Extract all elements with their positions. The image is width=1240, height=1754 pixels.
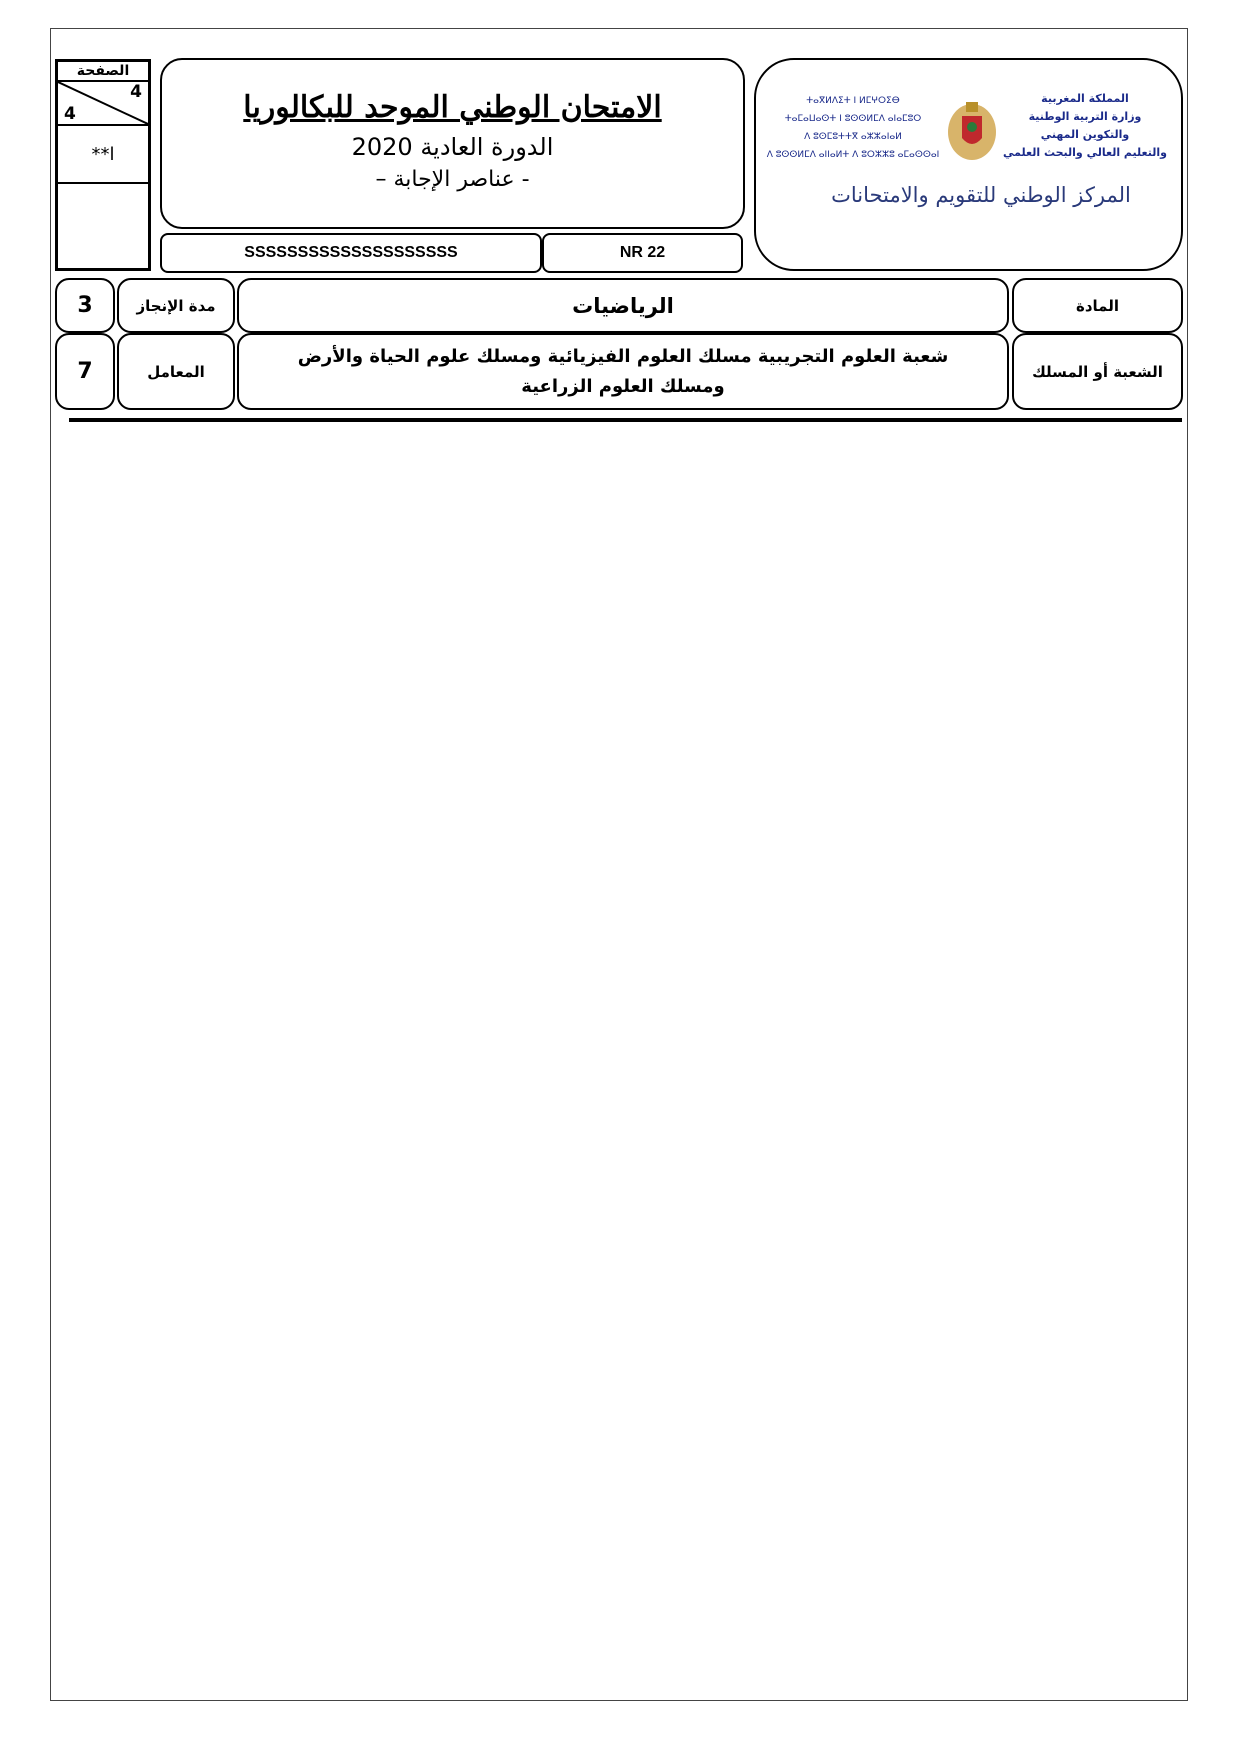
tifinagh-line: ⴷ ⵓⵙⵎⵓⵜⵜⴳ ⴰⵣⵣⴰⵏⴰⵍ xyxy=(804,132,902,142)
code-left: SSSSSSSSSSSSSSSSSSSS xyxy=(160,233,542,273)
branch-line-1: شعبة العلوم التجريبية مسلك العلوم الفيزيائية ومسلك علوم الحياة والأرض xyxy=(297,345,949,367)
title-box xyxy=(160,58,745,229)
coefficient-value: 7 xyxy=(55,333,115,410)
branch-line-2: ومسلك العلوم الزراعية xyxy=(521,375,725,397)
duration-value: 3 xyxy=(55,278,115,333)
coat-of-arms-icon xyxy=(946,98,998,164)
page-number-box xyxy=(55,59,151,271)
page-fraction xyxy=(58,82,148,126)
ministry-line: وزارة التربية الوطنية xyxy=(1028,110,1142,123)
code-right: NR 22 xyxy=(542,233,743,273)
coefficient-label: المعامل xyxy=(117,333,235,410)
subject-value: الرياضيات xyxy=(237,278,1009,333)
center-name: المركز الوطني للتقويم والامتحانات xyxy=(831,183,1131,207)
subject-label: المادة xyxy=(1012,278,1183,333)
ministry-line: المملكة المغربية xyxy=(1041,92,1129,105)
tifinagh-line: ⴷ ⵓⵙⵙⵍⵎⴷ ⴰⵏⵏⴰⵍⵜ ⴷ ⵓⵔⵣⵣⵓ ⴰⵎⴰⵙⵙⴰⵏ xyxy=(766,150,940,160)
exam-subtitle: - عناصر الإجابة – xyxy=(375,167,530,192)
tifinagh-line: ⵜⴰⴳⵍⴷⵉⵜ ⵏ ⵍⵎⵖⵔⵉⴱ xyxy=(806,96,900,106)
exam-code: ا** xyxy=(58,126,148,184)
header-divider xyxy=(69,418,1182,422)
tifinagh-text xyxy=(764,92,942,164)
exam-session: الدورة العادية 2020 xyxy=(351,133,554,161)
duration-label: مدة الإنجاز xyxy=(117,278,235,333)
ministry-text xyxy=(997,90,1173,162)
logo-box xyxy=(754,58,1183,271)
page-total: 4 xyxy=(64,104,76,124)
ministry-line: والتعليم العالي والبحث العلمي xyxy=(1003,146,1167,159)
ministry-line: والتكوين المهني xyxy=(1040,128,1130,141)
tifinagh-line: ⵜⴰⵎⴰⵡⴰⵙⵜ ⵏ ⵓⵙⵙⵍⵎⴷ ⴰⵏⴰⵎⵓⵔ xyxy=(784,114,922,124)
exam-title: الامتحان الوطني الموحد للبكالوريا xyxy=(243,90,662,125)
branch-value xyxy=(237,333,1009,410)
branch-label: الشعبة أو المسلك xyxy=(1012,333,1183,410)
page-current: 4 xyxy=(130,82,142,102)
page-label: الصفحة xyxy=(58,62,148,82)
